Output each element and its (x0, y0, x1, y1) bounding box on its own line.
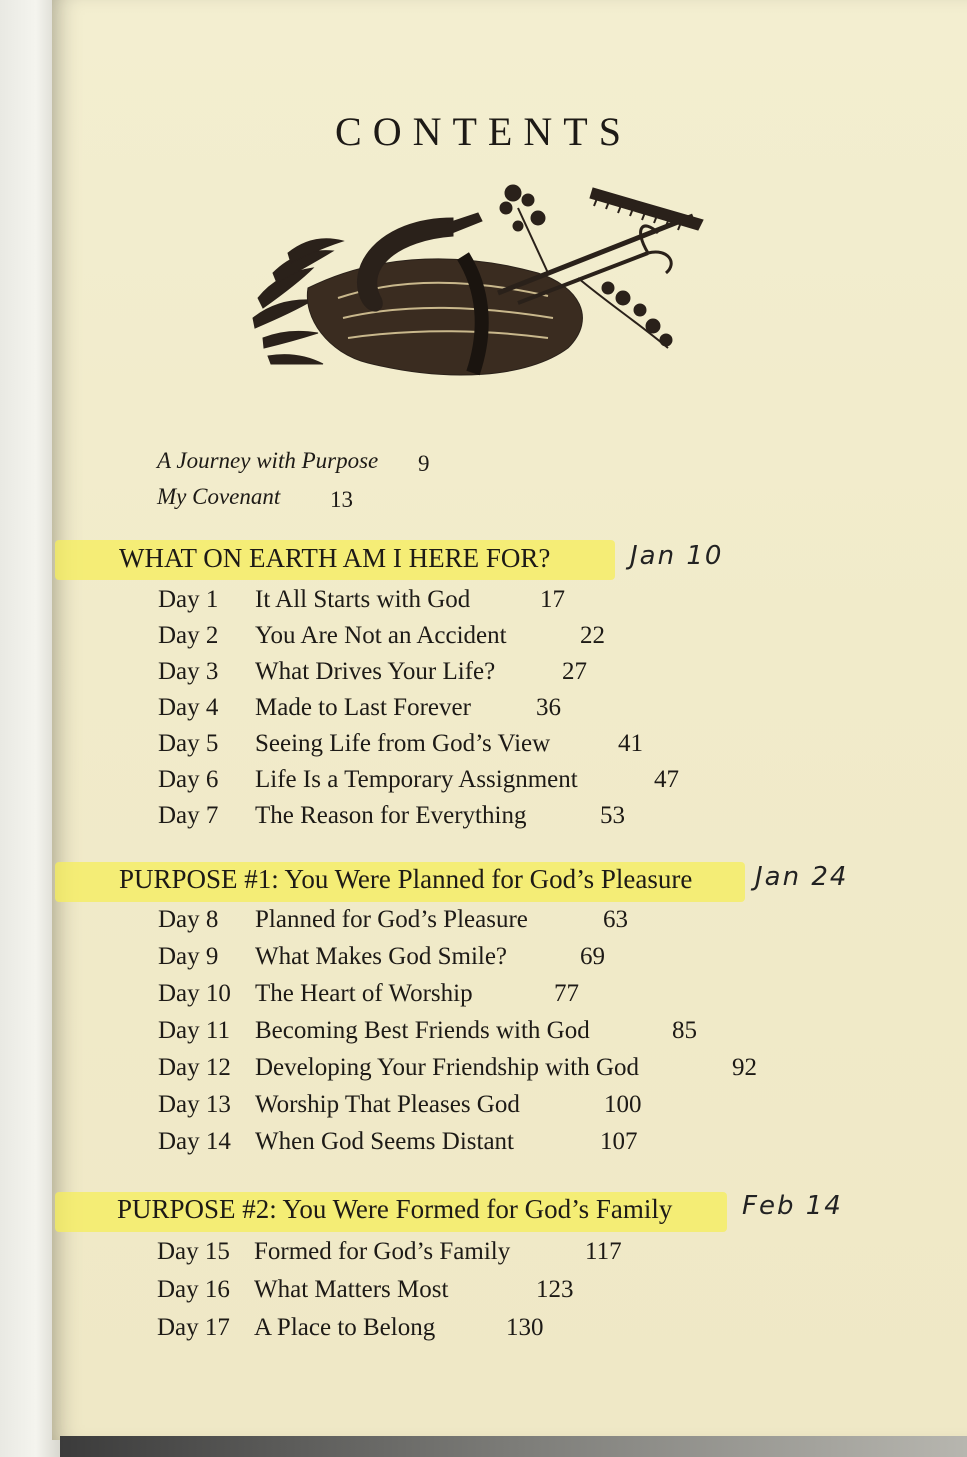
day-label: Day 5 (158, 730, 219, 757)
entry-page: 47 (654, 766, 679, 793)
entry-title: Becoming Best Friends with God (255, 1017, 590, 1044)
day-label: Day 4 (158, 694, 219, 721)
toc-entry (158, 906, 858, 940)
intro-entry-title: My Covenant (157, 484, 281, 509)
section-heading: PURPOSE #1: You Were Planned for God’s Pleasure (119, 864, 693, 894)
entry-title: The Heart of Worship (255, 980, 473, 1007)
entry-title: What Drives Your Life? (255, 658, 496, 685)
entry-title: Developing Your Friendship with God (255, 1054, 640, 1081)
day-label: Day 6 (158, 766, 219, 793)
day-label: Day 17 (157, 1314, 230, 1341)
contents-heading: CONTENTS (335, 109, 632, 154)
toc-entry (158, 766, 858, 800)
day-label: Day 8 (158, 906, 219, 933)
entry-title: Formed for God’s Family (254, 1238, 511, 1265)
entry-title: Planned for God’s Pleasure (255, 906, 528, 933)
section-heading: WHAT ON EARTH AM I HERE FOR? (119, 543, 551, 573)
entry-page: 92 (732, 1054, 757, 1081)
intro-entry-page: 13 (330, 487, 353, 512)
intro-entry-title: A Journey with Purpose (157, 448, 379, 473)
toc-entry (157, 1276, 857, 1310)
day-label: Day 12 (158, 1054, 231, 1081)
day-label: Day 16 (157, 1276, 230, 1303)
entry-page: 22 (580, 622, 605, 649)
entry-page: 117 (585, 1238, 622, 1265)
toc-entry (158, 730, 858, 764)
entry-page: 63 (603, 906, 628, 933)
day-label: Day 3 (158, 658, 219, 685)
toc-entry (158, 1017, 858, 1051)
entry-title: A Place to Belong (254, 1314, 436, 1341)
toc-entry (158, 622, 858, 656)
day-label: Day 10 (158, 980, 231, 1007)
toc-entry (158, 586, 858, 620)
entry-title: Life Is a Temporary Assignment (255, 766, 578, 793)
entry-page: 41 (618, 730, 643, 757)
entry-page: 85 (672, 1017, 697, 1044)
toc-entry (157, 1238, 857, 1272)
toc-entry (158, 802, 858, 836)
page-bottom-edge (60, 1436, 967, 1457)
entry-page: 69 (580, 943, 605, 970)
entry-title: What Makes God Smile? (255, 943, 508, 970)
handwritten-date-note: Feb 14 (742, 1191, 843, 1221)
day-label: Day 7 (158, 802, 219, 829)
day-label: Day 11 (158, 1017, 230, 1044)
entry-title: The Reason for Everything (255, 802, 527, 829)
day-label: Day 15 (157, 1238, 230, 1265)
entry-title: It All Starts with God (255, 586, 471, 613)
entry-page: 123 (536, 1276, 574, 1303)
entry-title: Made to Last Forever (255, 694, 471, 721)
toc-entry (158, 943, 858, 977)
toc-entry (158, 1128, 858, 1162)
toc-entry (158, 1054, 858, 1088)
handwritten-date-note: Jan 10 (630, 541, 724, 571)
toc-entry (158, 980, 858, 1014)
entry-page: 27 (562, 658, 587, 685)
entry-page: 107 (600, 1128, 638, 1155)
intro-entry-page: 9 (418, 451, 430, 476)
wheat-sheaf-ornament-icon (248, 178, 708, 383)
section-heading: PURPOSE #2: You Were Formed for God’s Family (117, 1194, 673, 1224)
entry-page: 36 (536, 694, 561, 721)
entry-page: 100 (604, 1091, 642, 1118)
handwritten-date-note: Jan 24 (755, 862, 849, 892)
entry-title: You Are Not an Accident (255, 622, 507, 649)
entry-page: 130 (506, 1314, 544, 1341)
toc-entry (158, 1091, 858, 1125)
entry-title: Seeing Life from God’s View (255, 730, 551, 757)
toc-entry (158, 658, 858, 692)
entry-title: What Matters Most (254, 1276, 449, 1303)
day-label: Day 1 (158, 586, 219, 613)
day-label: Day 14 (158, 1128, 231, 1155)
toc-entry (158, 694, 858, 728)
toc-entry (157, 1314, 857, 1348)
entry-page: 53 (600, 802, 625, 829)
entry-title: Worship That Pleases God (255, 1091, 520, 1118)
entry-page: 17 (540, 586, 565, 613)
day-label: Day 13 (158, 1091, 231, 1118)
day-label: Day 2 (158, 622, 219, 649)
book-spine-gutter (0, 0, 60, 1457)
entry-page: 77 (554, 980, 579, 1007)
day-label: Day 9 (158, 943, 219, 970)
entry-title: When God Seems Distant (255, 1128, 514, 1155)
